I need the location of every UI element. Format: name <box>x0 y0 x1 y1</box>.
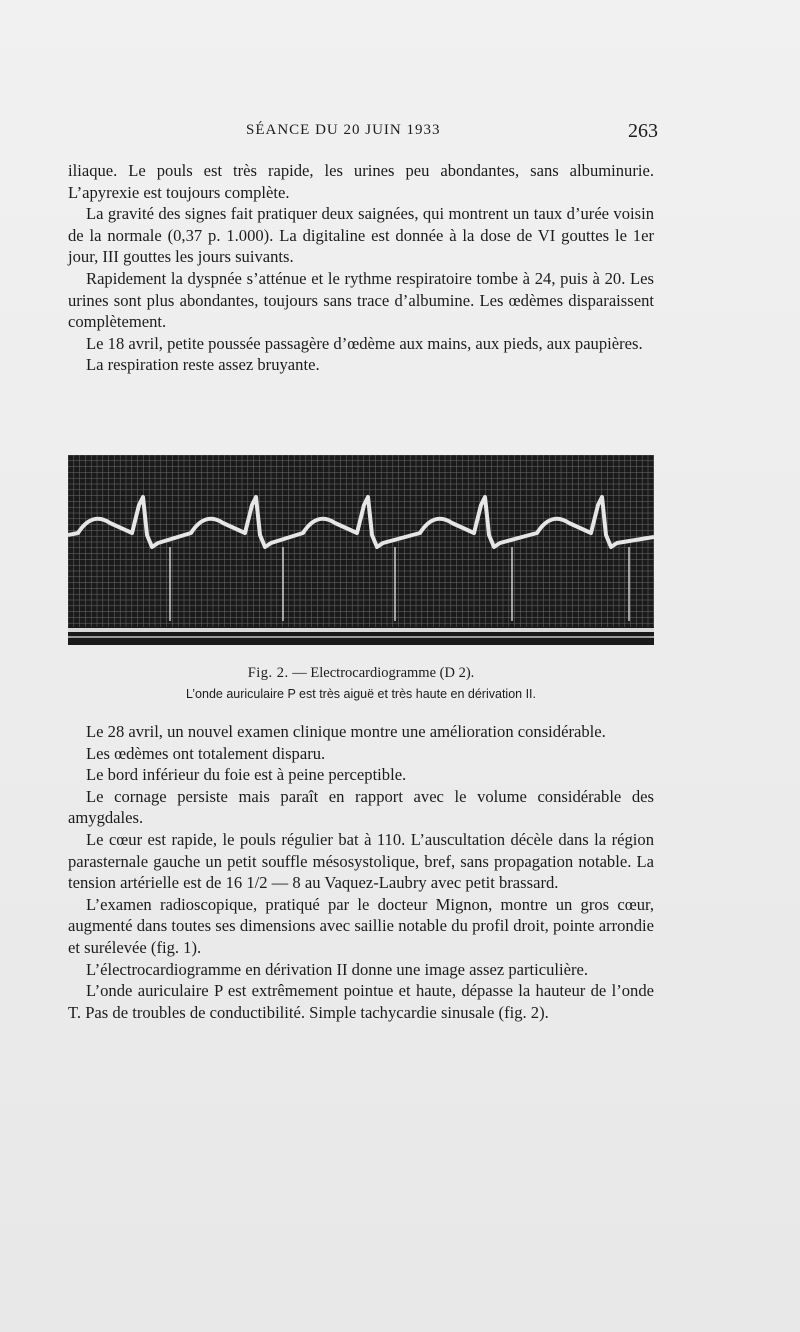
body-text-before-figure <box>68 160 654 376</box>
caption-subtitle: L’onde auriculaire P est très aiguë et très haute en dérivation II. <box>186 687 536 701</box>
paragraph: iliaque. Le pouls est très rapide, les urines peu abondantes, sans albuminurie. L’apyrexie est toujours complète. <box>68 161 654 202</box>
caption-text: — Electrocardiogramme (D 2). <box>292 665 475 681</box>
electrocardiogram-image <box>68 455 654 645</box>
caption-label: Fig. 2. <box>247 665 289 681</box>
paragraph: La respiration reste assez bruyante. <box>86 355 320 375</box>
paragraph: L’examen radioscopique, pratiqué par le docteur Mignon, montre un gros cœur, augmenté dans toutes ses dimensions avec saillie notable du profil droit, pointe arrondie et surélevée (fig. 1). <box>68 894 654 957</box>
paragraph: L’électrocardiogramme en dérivation II donne une image assez particulière. <box>86 959 589 979</box>
page-header <box>68 120 658 152</box>
electrocardiogram-figure <box>68 455 654 645</box>
paragraph: Le 18 avril, petite poussée passagère d’œdème aux mains, aux pieds, aux paupières. <box>86 333 643 353</box>
figure-caption <box>68 664 654 703</box>
paragraph: Le cœur est rapide, le pouls régulier bat à 110. L’auscultation décèle dans la région parasternale gauche un petit souffle mésosystolique, bref, sans propagation notable. La tension artérielle est de 16 1/2 — 8 au Vaquez-Laubry avec petit brassard. <box>68 829 654 893</box>
running-title: SÉANCE DU 20 JUIN 1933 <box>246 122 441 138</box>
paragraph: Le bord inférieur du foie est à peine perceptible. <box>86 765 407 785</box>
paragraph: Le 28 avril, un nouvel examen clinique montre une amélioration considérable. <box>86 722 606 741</box>
body-text-after-figure <box>68 721 654 1023</box>
caption-title <box>68 664 654 682</box>
paragraph: Le cornage persiste mais paraît en rapport avec le volume considérable des amygdales. <box>68 786 654 828</box>
paragraph: Les œdèmes ont totalement disparu. <box>86 743 326 763</box>
ecg-baseline <box>68 628 654 632</box>
paragraph: La gravité des signes fait pratiquer deux saignées, qui montrent un taux d’urée voisin de la normale (0,37 p. 1.000). La digitaline est donnée à la dose de VI gouttes le 1er jour, III gouttes les jours suivants. <box>68 204 654 267</box>
paragraph: Rapidement la dyspnée s’atténue et le rythme respiratoire tombe à 24, puis à 20. Les urines sont plus abondantes, toujours sans trace d’albumine. Les œdèmes disparaissent complètement. <box>68 268 654 332</box>
page-number: 263 <box>628 120 658 142</box>
ecg-baseline-lower <box>68 636 654 638</box>
paragraph: L’onde auriculaire P est extrêmement pointue et haute, dépasse la hauteur de l’onde T. Pas de troubles de conductibilité. Simple tachycardie sinusale (fig. 2). <box>68 981 654 1022</box>
ecg-background <box>68 455 654 645</box>
